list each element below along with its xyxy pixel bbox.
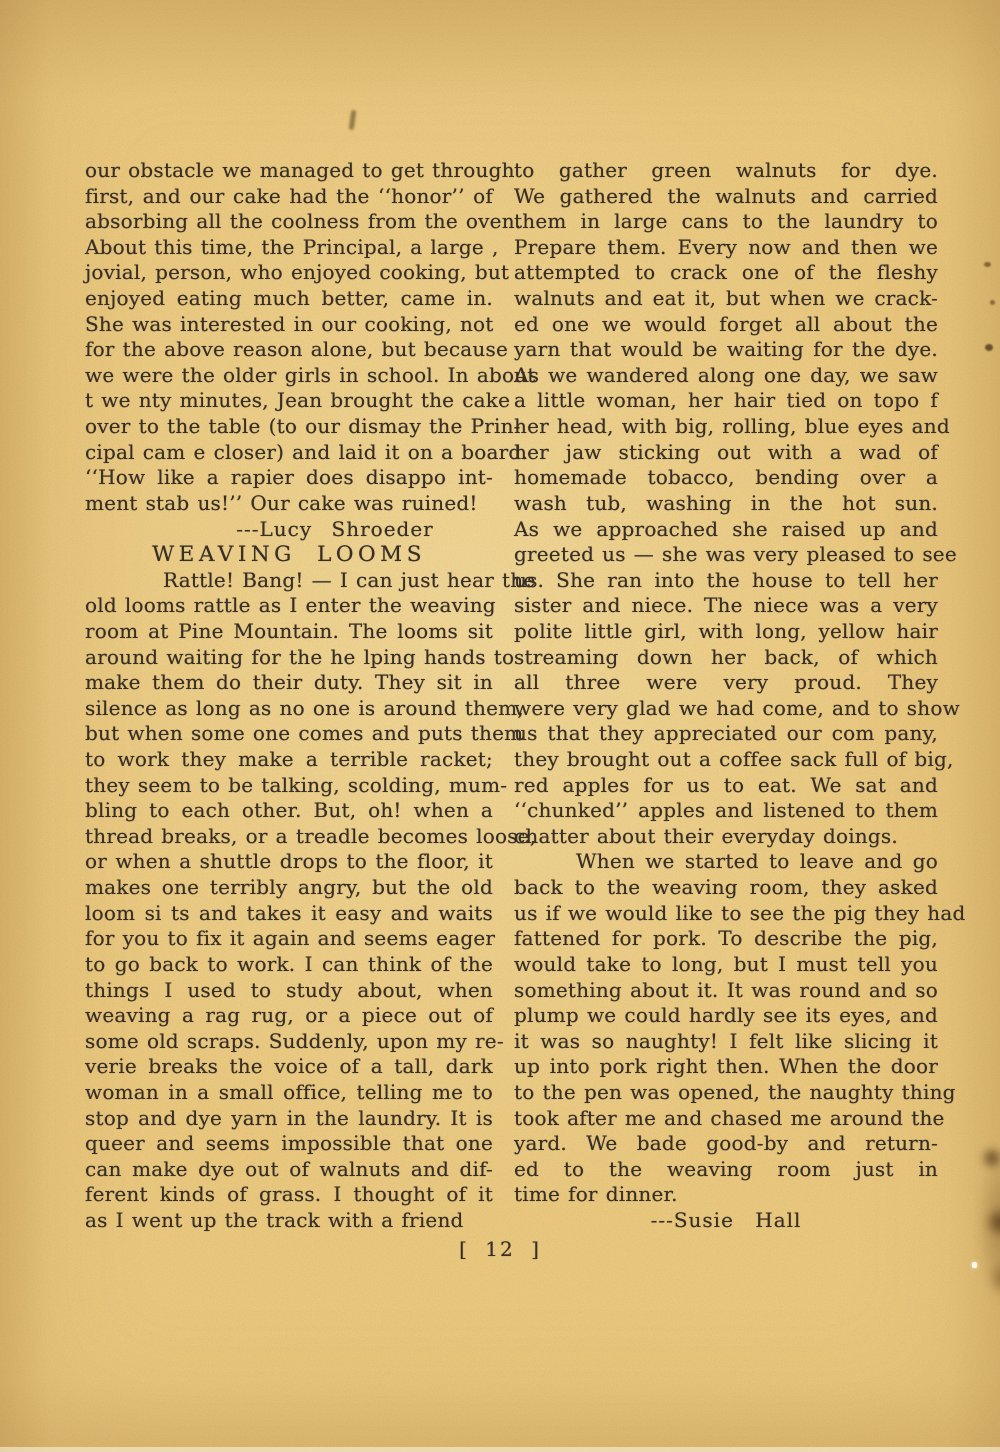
text-line: queer and seems impossible that one: [85, 1131, 493, 1156]
text-line: silence as long as no one is around them,: [85, 695, 524, 720]
text-line: We gathered the walnuts and carried: [514, 183, 938, 208]
text-line: wash tub, washing in the hot sun.: [514, 490, 938, 515]
text-line: yarn that would be waiting for the dye.: [514, 337, 938, 362]
text-line: makes one terribly angry, but the old: [85, 875, 493, 900]
text-line: ---Susie Hall: [650, 1207, 802, 1232]
text-line: something about it. It was round and so: [514, 977, 938, 1002]
text-line: jovial, person, who enjoyed cooking, but: [85, 260, 510, 285]
text-line: attempted to crack one of the fleshy: [514, 260, 938, 285]
text-line: greeted us — she was very pleased to see: [514, 542, 957, 567]
text-line: they seem to be talking, scolding, mum-: [85, 772, 508, 797]
left-column: [85, 158, 537, 1234]
text-line: it was so naughty! I felt like slicing it: [514, 1028, 938, 1053]
text-line: time for dinner.: [514, 1182, 678, 1207]
text-line: weaving a rag rug, or a piece out of: [85, 1003, 493, 1028]
text-line: polite little girl, with long, yellow hair: [514, 618, 938, 643]
text-line: homemade tobacco, bending over a: [514, 465, 938, 490]
text-line: up into pork right then. When the door: [514, 1054, 938, 1079]
page-number: [ 12 ]: [459, 1237, 541, 1261]
text-line: sister and niece. The niece was a very: [514, 593, 938, 618]
text-line: ---Lucy Shroeder: [236, 516, 434, 541]
paper-speck: [984, 262, 991, 267]
text-line: to gather green walnuts for dye.: [514, 158, 938, 182]
text-line: her jaw sticking out with a wad of: [514, 439, 938, 464]
text-line: chatter about their everyday doings.: [514, 823, 898, 848]
text-line: As we wandered along one day, we saw: [514, 362, 938, 387]
right-column: [514, 158, 966, 1234]
text-line: her head, with big, rolling, blue eyes and: [514, 414, 950, 439]
text-line: stop and dye yarn in the laundry. It is: [85, 1105, 493, 1130]
text-line: t we nty minutes, Jean brought the cake: [85, 388, 511, 413]
text-line: them in large cans to the laundry to: [514, 209, 938, 234]
text-line: we were the older girls in school. In about: [85, 362, 536, 387]
text-line: us. She ran into the house to tell her: [514, 567, 938, 592]
text-line: us if we would like to see the pig they had: [514, 900, 966, 925]
text-line: plump we could hardly see its eyes, and: [514, 1003, 938, 1028]
text-line: thread breaks, or a treadle becomes loose,: [85, 823, 537, 848]
text-line: cipal cam e closer) and laid it on a board.: [85, 439, 528, 464]
text-line: room at Pine Mountain. The looms sit: [85, 618, 493, 643]
text-line: enjoyed eating much better, came in.: [85, 286, 493, 311]
text-line: or when a shuttle drops to the floor, it: [85, 849, 493, 874]
text-line: When we started to leave and go: [576, 849, 938, 874]
text-line: were very glad we had come, and to show: [514, 695, 960, 720]
text-line: ‘‘chunked’’ apples and listened to them: [514, 798, 938, 823]
text-line: first, and our cake had the ‘‘honor’’ of: [85, 183, 493, 208]
paper-speck: [985, 344, 993, 351]
text-line: can make dye out of walnuts and dif-: [85, 1156, 493, 1181]
text-line: over to the table (to our dismay the Prin-: [85, 414, 521, 439]
text-line: a little woman, her hair tied on topo f: [514, 388, 938, 413]
text-line: walnuts and eat it, but when we crack-: [514, 286, 938, 311]
text-line: She was interested in our cooking, not: [85, 311, 494, 336]
text-line: loom si ts and takes it easy and waits: [85, 900, 493, 925]
text-line: ment stab us!’’ Our cake was ruined!: [85, 490, 478, 515]
text-line: around waiting for the he lping hands to: [85, 644, 515, 669]
text-line: to go back to work. I can think of the: [85, 951, 493, 976]
text-line: to work they make a terrible racket;: [85, 747, 493, 772]
stain-highlight-dot: [972, 1262, 977, 1268]
text-line: as I went up the track with a friend: [85, 1207, 464, 1232]
text-line: verie breaks the voice of a tall, dark: [85, 1054, 493, 1079]
text-line: things I used to study about, when: [85, 977, 493, 1002]
text-line: make them do their duty. They sit in: [85, 670, 493, 695]
text-line: fattened for pork. To describe the pig,: [514, 926, 938, 951]
text-line: they brought out a coffee sack full of big,: [514, 747, 954, 772]
text-line: streaming down her back, of which: [514, 644, 938, 669]
text-line: our obstacle we managed to get through: [85, 158, 515, 182]
text-line: As we approached she raised up and: [514, 516, 938, 541]
text-line: WEAVING LOOMS: [152, 542, 426, 568]
text-line: us that they appreciated our com pany,: [514, 721, 938, 746]
text-line: About this time, the Principal, a large ,: [85, 234, 499, 259]
text-line: old looms rattle as I enter the weaving: [85, 593, 496, 618]
text-line: some old scraps. Suddenly, upon my re-: [85, 1028, 504, 1053]
text-line: yard. We bade good-by and return-: [514, 1131, 938, 1156]
text-line: Prepare them. Every now and then we: [514, 234, 938, 259]
text-line: ferent kinds of grass. I thought of it: [85, 1182, 493, 1207]
text-line: absorbing all the coolness from the oven.: [85, 209, 522, 234]
text-line: took after me and chased me around the: [514, 1105, 945, 1130]
text-line: ed to the weaving room just in: [514, 1156, 938, 1181]
paper-speck: [990, 300, 995, 305]
text-line: red apples for us to eat. We sat and: [514, 772, 938, 797]
text-line: back to the weaving room, they asked: [514, 875, 938, 900]
text-line: ‘‘How like a rapier does disappo int-: [85, 465, 493, 490]
text-line: woman in a small office, telling me to: [85, 1079, 493, 1104]
text-line: bling to each other. But, oh! when a: [85, 798, 493, 823]
ink-stain-right-edge: [950, 1130, 1000, 1340]
text-line: for the above reason alone, but because: [85, 337, 509, 362]
text-line: to the pen was opened, the naughty thing: [514, 1079, 956, 1104]
text-line: would take to long, but I must tell you: [514, 951, 938, 976]
paper-speck: [349, 110, 357, 131]
text-line: for you to fix it again and seems eager: [85, 926, 496, 951]
text-line: Rattle! Bang! — I can just hear the: [163, 567, 536, 592]
text-line: all three were very proud. They: [514, 670, 938, 695]
text-line: but when some one comes and puts them: [85, 721, 524, 746]
text-line: ed one we would forget all about the: [514, 311, 938, 336]
